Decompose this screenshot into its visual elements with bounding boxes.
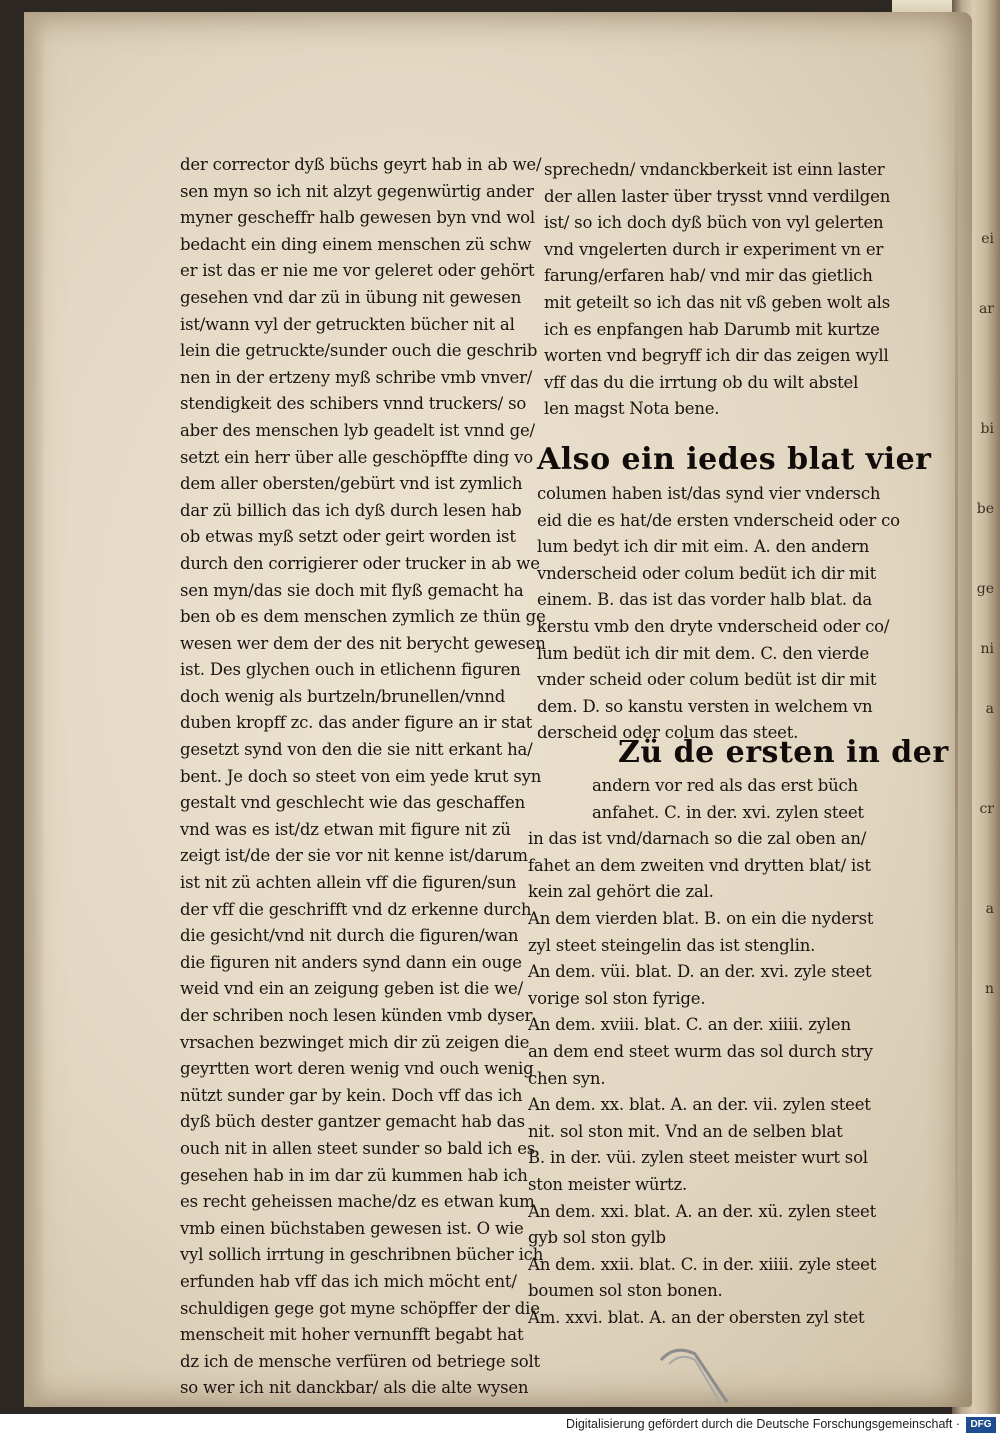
section-heading: Also ein iedes blat vier (537, 442, 932, 477)
text-line: myner gescheffr halb gewesen byn vnd wol (180, 208, 535, 228)
text-line: chen syn. (528, 1068, 606, 1088)
text-line: An dem. xxi. blat. A. an der. xü. zylen steet (528, 1201, 877, 1221)
text-line: der schriben noch lesen künden vmb dyser (180, 1006, 533, 1025)
text-line: in das ist vnd/darnach so die zal oben an/ (528, 829, 867, 849)
section-heading: Zü de ersten in der (618, 735, 949, 770)
text-line: weid vnd ein an zeigung geben ist die we/ (180, 979, 523, 999)
text-line: vrsachen bezwinget mich dir zü zeigen die (180, 1032, 530, 1052)
text-line: er ist das er nie me vor geleret oder gehört (180, 261, 535, 281)
text-line: an dem end steet wurm das sol durch stry (528, 1041, 873, 1061)
funding-notice: Digitalisierung gefördert durch die Deutsche Forschungsgemeinschaft · (566, 1417, 960, 1431)
text-line: zyl steet steingelin das ist stenglin. (528, 935, 816, 955)
text-line: zeigt ist/de der sie vor nit kenne ist/darum (180, 846, 528, 866)
edge-fragment: a (985, 701, 994, 717)
text-line: dz ich de mensche verfüren od betriege solt (180, 1351, 540, 1371)
edge-fragment: ar (978, 301, 994, 317)
text-line: fahet an dem zweiten vnd drytten blat/ ist (528, 855, 871, 875)
text-line: ist. Des glychen ouch in etlichenn figuren (180, 660, 521, 680)
text-line: vnd vngelerten durch ir experiment vn er (544, 239, 884, 259)
text-line: menscheit mit hoher vernunfft begabt hat (180, 1325, 524, 1345)
text-line: An dem vierden blat. B. on ein die nyderst (528, 908, 874, 928)
text-line: so wer ich nit danckbar/ als die alte wysen (180, 1378, 529, 1398)
edge-fragment: bi (980, 421, 994, 437)
edge-fragment: ei (981, 231, 994, 247)
text-line: der corrector dyß büchs geyrt hab in ab we/ (180, 155, 542, 174)
edge-fragment: n (984, 981, 994, 997)
text-line: ben ob es dem menschen zymlich ze thün ge (180, 607, 546, 627)
text-line: len magst Nota bene. (544, 399, 720, 419)
text-line: dem. D. so kanstu versten in welchem vn (537, 696, 873, 716)
text-line: kein zal gehört die zal. (528, 882, 714, 902)
text-line: nen in der ertzeny myß schribe vmb vnver/ (180, 367, 533, 387)
text-line: es recht geheissen mache/dz es etwan kum (180, 1192, 535, 1212)
text-line: mit geteilt so ich das nit vß geben wolt als (544, 292, 890, 312)
text-line: geyrtten wort deren wenig vnd ouch wenig (180, 1059, 534, 1079)
text-line: ob etwas myß setzt oder geirt worden ist (180, 527, 516, 547)
text-line: farung/erfaren hab/ vnd mir das gietlich (544, 266, 873, 286)
text-line: vff das du die irrtung ob du wilt abstel (544, 372, 859, 392)
text-line: schuldigen gege got myne schöpffer der die (180, 1298, 540, 1318)
text-line: An dem. xx. blat. A. an der. vii. zylen steet (528, 1095, 871, 1115)
text-line: ist/ so ich doch dyß büch von vyl gelerten (544, 213, 884, 233)
text-line: die figuren nit anders synd dann ein ouge (180, 952, 522, 972)
text-line: durch den corrigierer oder trucker in ab we (180, 553, 540, 573)
text-line: vnd was es ist/dz etwan mit figure nit zü (180, 819, 511, 839)
text-line: bent. Je doch so steet von eim yede krut syn (180, 766, 542, 786)
paperclip-icon (655, 1340, 735, 1410)
text-line: ston meister würtz. (528, 1174, 687, 1194)
footer-bar (0, 1414, 1000, 1437)
edge-fragment: be (976, 501, 994, 517)
text-line: doch wenig als burtzeln/brunellen/vnnd (180, 686, 506, 706)
text-line: worten vnd begryff ich dir das zeigen wyll (544, 346, 889, 366)
text-line: gestalt vnd geschlecht wie das geschaffen (180, 793, 526, 813)
text-line: boumen sol ston bonen. (528, 1281, 723, 1301)
text-line: An dem. vüi. blat. D. an der. xvi. zyle steet (528, 962, 872, 982)
text-line: nit. sol ston mit. Vnd an de selben blat (528, 1121, 843, 1141)
text-line: anfahet. C. in der. xvi. zylen steet (592, 802, 864, 822)
text-line: die gesicht/vnd nit durch die figuren/wan (180, 926, 519, 946)
text-line: gesetzt synd von den die sie nitt erkant ha/ (180, 740, 533, 760)
text-line: andern vor red als das erst büch (592, 776, 858, 795)
right-text-column-top (544, 157, 904, 423)
text-line: der allen laster über trysst vnnd verdilgen (544, 186, 891, 206)
text-line: gesehen vnd dar zü in übung nit gewesen (180, 287, 522, 307)
text-line: erfunden hab vff das ich mich möcht ent/ (180, 1271, 517, 1291)
text-line: gyb sol ston gylb (528, 1228, 666, 1248)
text-line: dar zü billich das ich dyß durch lesen hab (180, 500, 522, 520)
text-line: setzt ein herr über alle geschöpffte ding vo (180, 447, 533, 467)
text-line: vnderscheid oder colum bedüt ich dir mit (537, 563, 877, 583)
text-line: dyß büch dester gantzer gemacht hab das (180, 1112, 525, 1132)
text-line: vyl sollich irrtung in geschribnen bücher ich (180, 1245, 544, 1265)
text-line: dem aller obersten/gebürt vnd ist zymlich (180, 474, 523, 494)
text-line: ist/wann vyl der getruckten bücher nit al (180, 314, 515, 334)
text-line: kerstu vmb den dryte vnderscheid oder co/ (537, 616, 890, 636)
right-text-column-middle (537, 442, 932, 747)
text-line: eid die es hat/de ersten vnderscheid oder co (537, 510, 900, 530)
text-line: ist nit zü achten allein vff die figuren/sun (180, 873, 517, 893)
edge-fragment: cr (979, 801, 994, 817)
text-line: gesehen hab in im dar zü kummen hab ich (180, 1165, 528, 1185)
edge-fragment: ni (980, 641, 994, 657)
text-line: ouch nit in allen steet sunder so bald ich es (180, 1138, 536, 1158)
text-line: einem. B. das ist das vorder halb blat. da (537, 590, 872, 610)
text-line: nützt sunder gar by kein. Doch vff das ich (180, 1085, 523, 1105)
text-line: An dem. xviii. blat. C. an der. xiiii. zylen (528, 1015, 851, 1035)
text-line: sen myn so ich nit alzyt gegenwürtig ander (180, 181, 534, 201)
dfg-logo: DFG (966, 1417, 996, 1433)
edge-fragment: a (985, 901, 994, 917)
text-line: lum bedüt ich dir mit dem. C. den vierde (537, 643, 870, 663)
text-line: wesen wer dem der des nit berycht gewesen (180, 633, 546, 653)
right-text-column-bottom (528, 735, 949, 1331)
text-line: aber des menschen lyb geadelt ist vnnd ge/ (180, 420, 535, 440)
text-line: lum bedyt ich dir mit eim. A. den andern (537, 537, 870, 557)
text-line: der vff die geschrifft vnd dz erkenne durch (180, 899, 532, 919)
text-line: derscheid oder colum das steet. (537, 723, 799, 743)
text-line: sprechedn/ vndanckberkeit ist einn laster (544, 160, 885, 179)
text-line: B. in der. vüi. zylen steet meister wurt sol (528, 1148, 868, 1168)
text-line: columen haben ist/das synd vier vndersch (537, 484, 881, 503)
text-line: lein die getruckte/sunder ouch die geschrib (180, 341, 538, 361)
text-line: sen myn/das sie doch mit flyß gemacht ha (180, 580, 524, 600)
text-line: duben kropff zc. das ander figure an ir stat (180, 713, 533, 733)
text-line: vmb einen büchstaben gewesen ist. O wie (180, 1218, 524, 1238)
text-line: An dem. xxii. blat. C. in der. xiiii. zyle steet (528, 1254, 877, 1274)
text-line: stendigkeit des schibers vnnd truckers/ so (180, 394, 527, 414)
left-text-column (180, 152, 546, 1402)
text-line: vnder scheid oder colum bedüt ist dir mit (537, 670, 877, 690)
text-line: vorige sol ston fyrige. (528, 988, 706, 1008)
text-line: ich es enpfangen hab Darumb mit kurtze (544, 319, 880, 339)
edge-fragment: ge (976, 581, 994, 597)
text-line: bedacht ein ding einem menschen zü schw (180, 234, 532, 254)
text-line: Am. xxvi. blat. A. an der obersten zyl stet (528, 1307, 865, 1327)
